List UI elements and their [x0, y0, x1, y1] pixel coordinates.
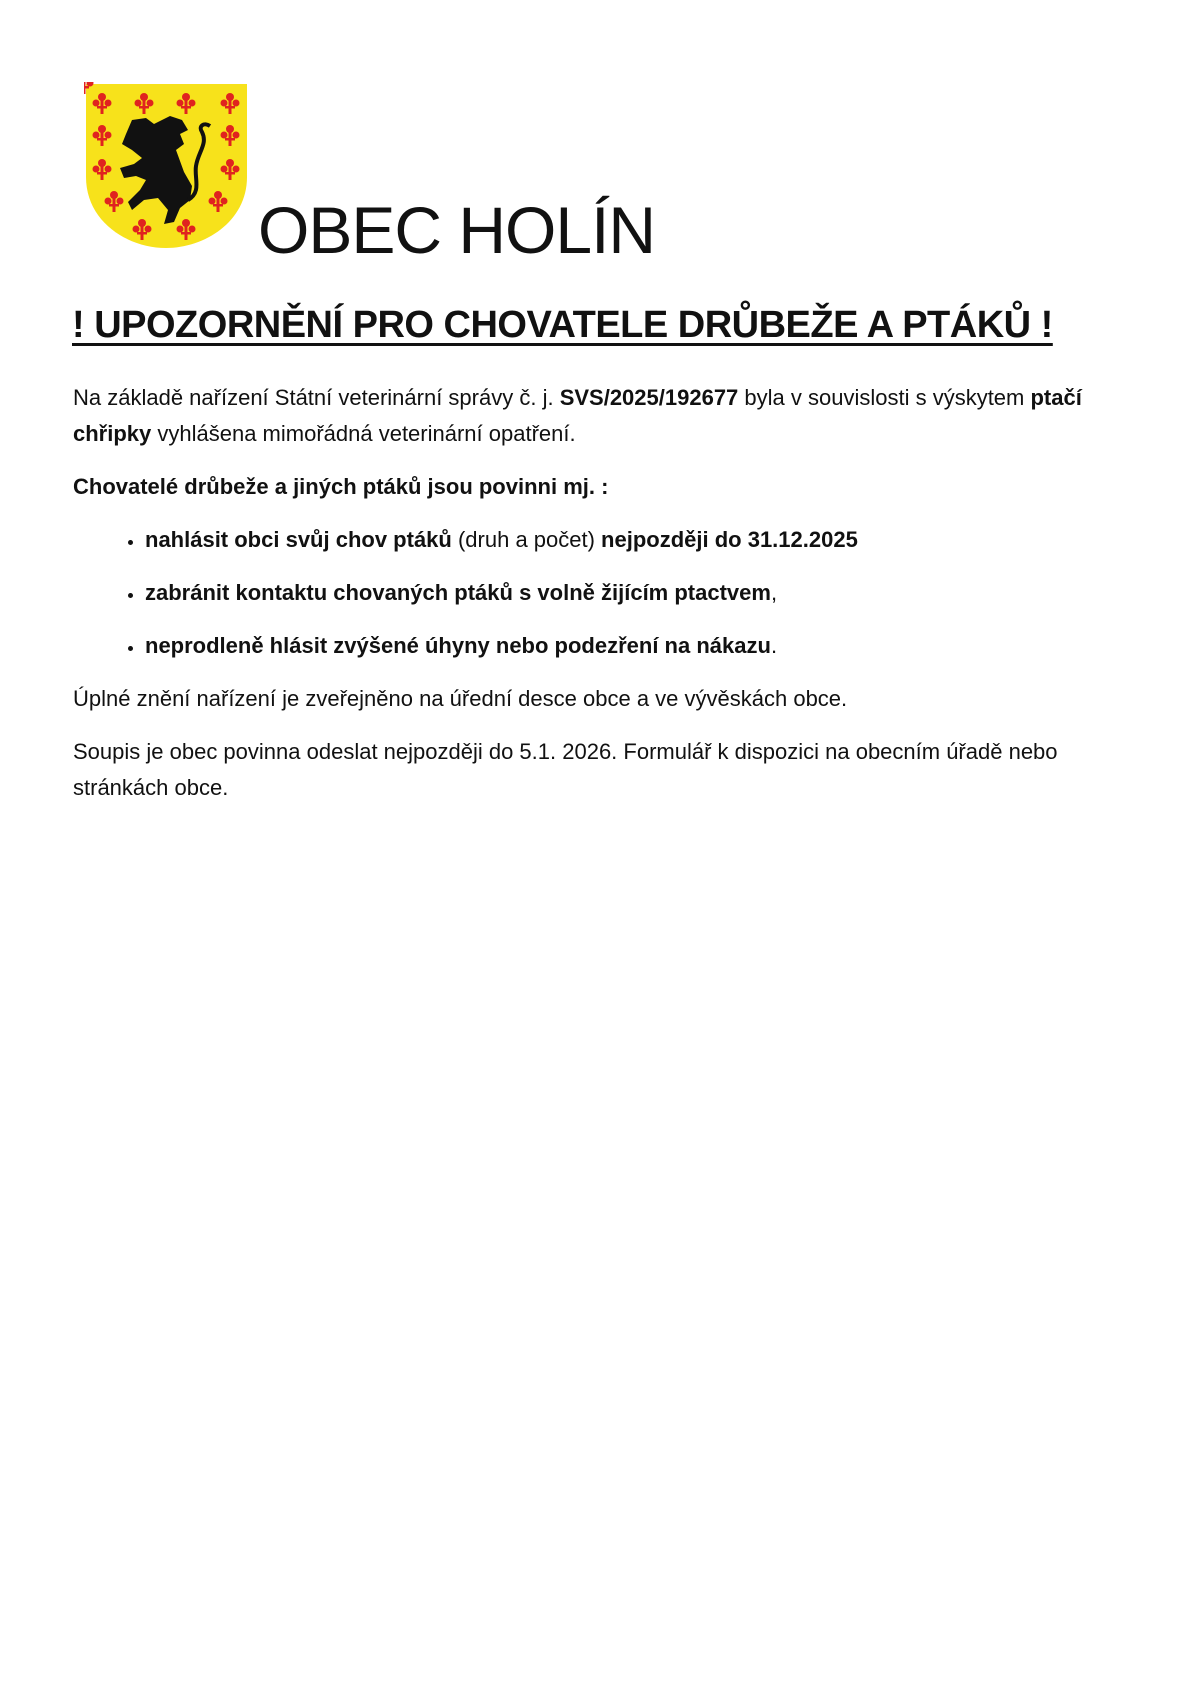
list-item: [145, 628, 1133, 664]
coat-of-arms-logo: [84, 82, 249, 250]
notice-body: [73, 380, 1133, 823]
obligations-list: [73, 522, 1133, 664]
intro-paragraph: [73, 380, 1133, 452]
obligations-title: [73, 469, 1133, 505]
text: nahlásit obci svůj chov ptáků: [145, 527, 452, 552]
notice-heading: ! UPOZORNĚNÍ PRO CHOVATELE DRŮBEŽE A PTÁKŮ !: [72, 304, 1053, 346]
full-text-paragraph: Úplné znění nařízení je zveřejněno na úřední desce obce a ve vývěskách obce.: [73, 686, 848, 711]
text: .: [770, 633, 778, 658]
list-item: [145, 575, 1133, 611]
text: byla v souvislosti s výskytem: [738, 385, 1031, 410]
text: neprodleně hlásit zvýšené úhyny nebo podezření na nákazu: [145, 633, 771, 658]
list-item: [145, 522, 1133, 558]
text: ,: [770, 580, 778, 605]
town-name: OBEC HOLÍN: [258, 193, 656, 267]
text: vyhlášena mimořádná veterinární opatření.: [151, 421, 576, 446]
deadline: nejpozději do 31.12.2025: [601, 527, 858, 552]
obligations-title-text: Chovatelé drůbeže a jiných ptáků jsou povinni mj. :: [73, 474, 609, 499]
text: (druh a počet): [451, 527, 602, 552]
list-deadline-paragraph: Soupis je obec povinna odeslat nejpozději do 5.1. 2026. Formulář k dispozici na obecním úřadě nebo stránkách obce.: [73, 739, 1058, 800]
text: zabránit kontaktu chovaných ptáků s volně žijícím ptactvem: [145, 580, 771, 605]
text: Na základě nařízení Státní veterinární správy č. j.: [73, 385, 560, 410]
disease-name: ptačí chřipky: [73, 385, 1082, 446]
reference-number: SVS/2025/192677: [559, 385, 739, 410]
